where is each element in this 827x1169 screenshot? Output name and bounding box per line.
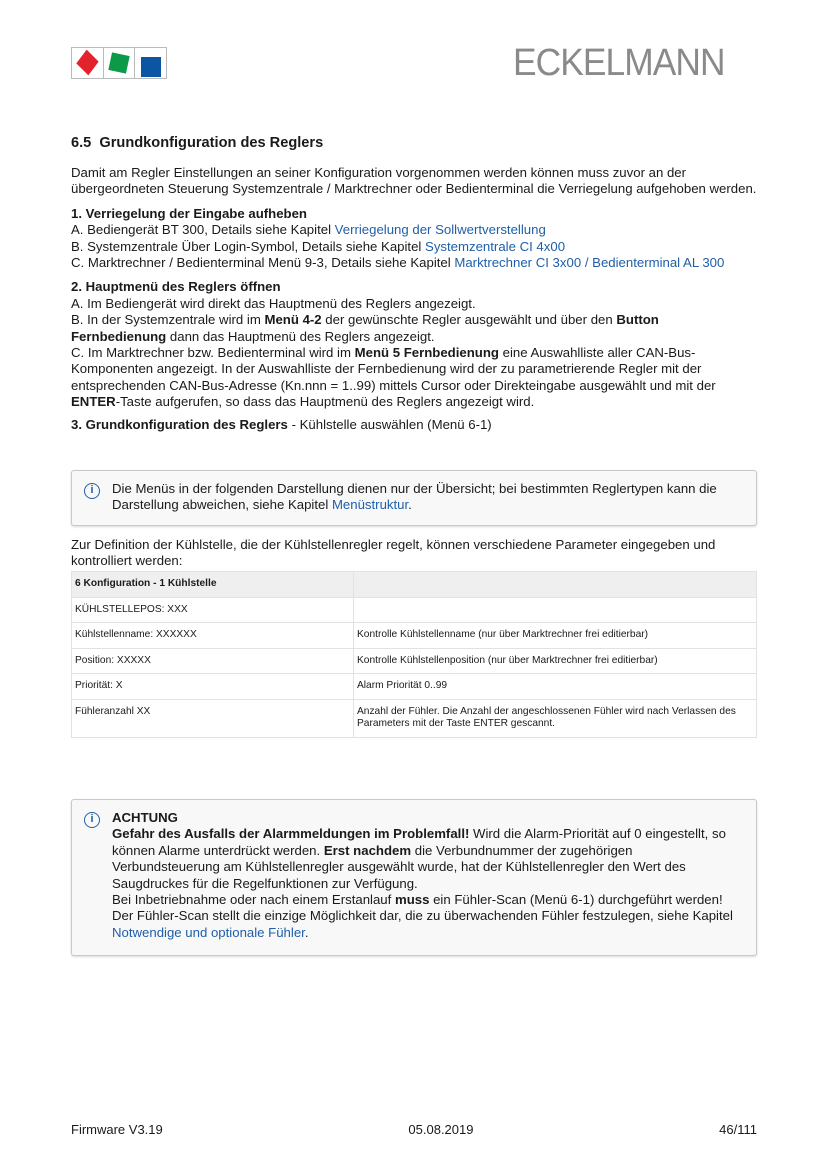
table-header: 6 Konfiguration - 1 Kühlstelle	[72, 572, 354, 598]
step-1-a: A. Bediengerät BT 300, Details siehe Kapitel	[71, 222, 335, 238]
table-row: Fühleranzahl XX Anzahl der Fühler. Die Anzahl der angeschlossenen Fühler wird nach Verlassen des Parameters mit der Taste ENTER gescannt.	[72, 699, 757, 737]
config-table	[71, 571, 757, 738]
step-2-a: A. Im Bediengerät wird direkt das Hauptmenü des Reglers angezeigt.	[71, 295, 476, 311]
step-2	[71, 279, 757, 410]
link-fuehler[interactable]: Notwendige und optionale Fühler	[112, 924, 305, 940]
warning-title: ACHTUNG	[112, 810, 178, 825]
body-text	[71, 165, 757, 433]
footer-date: 05.08.2019	[408, 1122, 474, 1137]
page-number: 46/111	[719, 1122, 757, 1137]
firmware-version: Firmware V3.19	[71, 1122, 163, 1137]
section-heading	[71, 134, 757, 152]
section-number: 6.5	[71, 135, 92, 151]
brand-name: ECKELMANN	[513, 42, 725, 84]
table-row: Kühlstellenname: XXXXXX Kontrolle Kühlstellenname (nur über Marktrechner frei editierbar)	[72, 623, 757, 649]
step-1-title: 1. Verriegelung der Eingabe aufheben	[71, 205, 307, 221]
table-row: Position: XXXXX Kontrolle Kühlstellenposition (nur über Marktrechner frei editierbar)	[72, 648, 757, 674]
info-note: i Die Menüs in der folgenden Darstellung dienen nur der Übersicht; bei bestimmten Reglertypen kann die Darstellung abweichen, siehe Kapitel Menüstruktur.	[71, 470, 757, 526]
step-1	[71, 206, 757, 272]
table-row: KÜHLSTELLEPOS: XXX	[72, 597, 757, 623]
link-systemzentrale[interactable]: Systemzentrale CI 4x00	[425, 238, 566, 254]
warning-text: Gefahr des Ausfalls der Alarmmeldungen im Problemfall! Wird die Alarm-Priorität auf 0 eingestellt, so können Alarme unterdrückt werden. Erst nachdem die Verbundnummer der zugehörigen Verbundsteuerung am Kühlstellenregler ausgewählt wurde, hat der Kühlstellenregler den Wert des Saugdruckes für die Regelfunktionen zur Verfügung.	[112, 826, 726, 891]
info-icon: i	[84, 483, 100, 499]
company-logo	[71, 47, 167, 79]
link-verriegelung[interactable]: Verriegelung der Sollwertverstellung	[334, 222, 546, 238]
table-row: Priorität: X Alarm Priorität 0..99	[72, 674, 757, 700]
step-1-b: B. Systemzentrale Über Login-Symbol, Details siehe Kapitel	[71, 238, 426, 254]
link-marktrechner[interactable]: Marktrechner CI 3x00 / Bedienterminal AL 300	[454, 255, 725, 271]
warning-text-2: Bei Inbetriebnahme oder nach einem Erstanlauf muss ein Fühler-Scan (Menü 6-1) durchgeführt werden! Der Fühler-Scan stellt die einzige Möglichkeit dar, die zu überwachenden Fühler festzulegen, siehe Kapitel	[112, 892, 733, 924]
step-2-title: 2. Hauptmenü des Reglers öffnen	[71, 279, 281, 295]
link-menuestruktur[interactable]: Menüstruktur	[331, 497, 409, 513]
section-title: Grundkonfiguration des Reglers	[99, 135, 324, 151]
intro-paragraph: Damit am Regler Einstellungen an seiner Konfiguration vorgenommen werden können muss zuvor an der übergeordneten Steuerung Systemzentrale / Marktrechner oder Bedienterminal die Verriegelung aufgehoben werden.	[71, 165, 757, 197]
info-icon: i	[84, 812, 100, 828]
step-2-b: B. In der Systemzentrale wird im Menü 4-2 der gewünschte Regler ausgewählt und über den Button Fernbedienung dann das Hauptmenü des Reglers angezeigt.	[71, 312, 659, 344]
page-footer	[71, 1122, 757, 1138]
config-table-wrap	[71, 571, 757, 738]
step-2-c: C. Im Marktrechner bzw. Bedienterminal wird im Menü 5 Fernbedienung eine Auswahlliste aller CAN-Bus-Komponenten angezeigt. In der Auswahlliste der Fernbedienung wird der zu parametrierende Regler mit der entsprechenden CAN-Bus-Adresse (Kn.nnn = 1..99) mittels Cursor oder Direkteingabe ausgewählt und mit der ENTER-Taste aufgerufen, so dass das Hauptmenü des Reglers angezeigt wird.	[71, 345, 716, 410]
definition-paragraph: Zur Definition der Kühlstelle, die der Kühlstellenregler regelt, können verschiedene Parameter eingegeben und kontrolliert werden:	[71, 537, 716, 569]
step-3: 3. Grundkonfiguration des Reglers - Kühlstelle auswählen (Menü 6-1)	[71, 416, 492, 432]
step-1-c: C. Marktrechner / Bedienterminal Menü 9-3, Details siehe Kapitel	[71, 255, 455, 271]
warning-note: i ACHTUNG Gefahr des Ausfalls der Alarmmeldungen im Problemfall! Wird die Alarm-Priorität auf 0 eingestellt, so können Alarme unterdrückt werden. Erst nachdem die Verbundnummer der zugehörigen Verbundsteuerung am Kühlstellenregler ausgewählt wurde, hat der Kühlstellenregler den Wert des Saugdruckes für die Regelfunktionen zur Verfügung. Bei Inbetriebnahme oder nach einem Erstanlauf muss ein Fühler-Scan (Menü 6-1) durchgeführt werden! Der Fühler-Scan stellt die einzige Möglichkeit dar, die zu überwachenden Fühler festzulegen, siehe Kapitel Notwendige und optionale Fühler.	[71, 799, 757, 956]
table-header-row	[72, 572, 757, 598]
